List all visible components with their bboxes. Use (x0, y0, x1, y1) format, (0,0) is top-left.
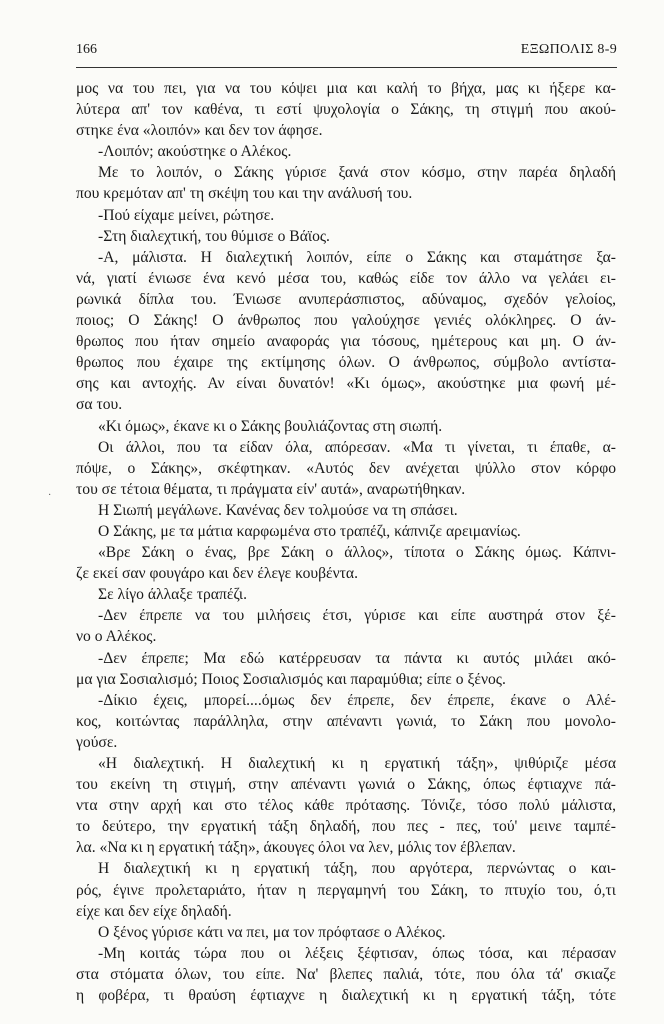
text-line: «Η διαλεχτική. Η διαλεχτική κι η εργατική τάξη», ψιθύριζε μέσα (98, 755, 616, 772)
running-title: ΕΞΩΠΟΛΙΣ 8-9 (520, 42, 617, 57)
text-line: γούσε. (76, 733, 118, 751)
text-line: ντα στην αρχή και στο τέλος κάθε πρότασης. Τόνιζε, τόσο πολύ μάλιστα, (76, 797, 616, 815)
text-line: σης και αντοχής. Αν είναι δυνατόν! «Κι όμως», ακούστηκε μια φωνή μέ- (76, 375, 616, 393)
text-line: -Στη διαλεχτική, του θύμισε ο Βάϊος. (98, 227, 330, 245)
text-line: νά, γιατί ένιωσε ένα κενό μέσα του, καθώς είδε τον άλλο να γελάει ει- (76, 269, 616, 287)
text-line: του εκείνη τη στιγμή, στην απέναντι γωνιά ο Σάκης, όπως έφτιαχνε πά- (76, 776, 616, 794)
text-line: λύτερα απ' τον καθένα, τι εστί ψυχολογία ο Σάκης, τη στιγμή που ακού- (76, 101, 616, 119)
text-line: -Δεν έπρεπε; Μα εδώ κατέρρευσαν τα πάντα κι αυτός μιλάει ακό- (98, 649, 616, 667)
text-line: ποιος; Ο Σάκης! Ο άνθρωπος που γαλούχησε γενιές ολόκληρες. Ο άν- (76, 312, 616, 330)
text-line: το δεύτερο, την εργατική τάξη δηλαδή, που πες - πες, τού' μεινε ταμπέ- (76, 818, 616, 836)
text-line: Η Σιωπή μεγάλωνε. Κανένας δεν τολμούσε να τη σπάσει. (98, 501, 458, 519)
header-rule (76, 67, 617, 68)
text-line: μος να του πει, για να του κόψει μια και καλή το βήχα, μας κι ήξερε κα- (76, 80, 616, 97)
text-line: Οι άλλοι, που τα είδαν όλα, απόρεσαν. «Μα τι γίνεται, τι έπαθε, α- (98, 438, 616, 456)
text-line: -Μη κοιτάς τώρα που οι λέξεις ξέφτισαν, όπως τόσα, και πέρασαν (98, 944, 616, 962)
text-line: λα. «Να κι η εργατική τάξη», άκουγες όλοι να λεν, μόλις τον έβλεπαν. (76, 839, 516, 857)
text-line: η φοβέρα, τι θραύση έφτιαχνε η διαλεχτική κι η εργατική τάξη, τότε (76, 987, 616, 1005)
text-line: σα του. (76, 396, 123, 414)
text-line: που κρεμόταν απ' τη σκέψη του και την ανάλυσή του. (76, 185, 413, 203)
text-line: θρωπος που ήταν σημείο αναφοράς για τόσους, ημέτερους και μη. Ο άν- (76, 333, 616, 351)
text-line: Σε λίγο άλλαξε τραπέζι. (98, 586, 247, 604)
text-line: -Πού είχαμε μείνει, ρώτησε. (98, 206, 275, 224)
text-line: -Α, μάλιστα. Η διαλεχτική λοιπόν, είπε ο Σάκης και σταμάτησε ξα- (98, 248, 616, 266)
text-line: μα για Σοσιαλισμό; Ποιος Σοσιαλισμός και παραμύθια; είπε ο ξένος. (76, 670, 506, 688)
text-line: είχε και δεν είχε δηλαδή. (76, 902, 232, 920)
page-number: 166 (76, 42, 97, 57)
text-line: Ο ξένος γύρισε κάτι να πει, μα τον πρόφτασε ο Αλέκος. (98, 923, 446, 941)
text-line: -Λοιπόν; ακούστηκε ο Αλέκος. (98, 143, 292, 161)
text-line: πόψε, ο Σάκης», σκέφτηκαν. «Αυτός δεν ανέχεται ψύλλο στον κόρφο (76, 459, 616, 477)
text-line: ρός, έγινε προλεταριάτο, ήταν η περγαμηνή του Σάκη, το πτυχίο του, ό,τι (76, 881, 616, 899)
text-line: Η διαλεχτική κι η εργατική τάξη, που αργότερα, περνώντας ο και- (98, 860, 616, 878)
page-header (76, 42, 617, 66)
text-line: στα στόματα όλων, του είπε. Να' βλεπες παλιά, τότε, που όλα τά' σκιαζε (76, 965, 616, 983)
stray-mark: · (48, 490, 52, 501)
text-line: νο ο Αλέκος. (76, 628, 157, 646)
text-line: του σε τέτοια θέματα, τι πράγματα είν' αυτά», αναρωτήθηκαν. (76, 480, 466, 498)
text-line: στηκε ένα «λοιπόν» και δεν τον άφησε. (76, 122, 323, 140)
body-text (76, 78, 616, 1006)
text-line: θρωπος που έχαιρε της εκτίμησης όλων. Ο άνθρωπος, σύμβολο αντίστα- (76, 354, 616, 372)
text-line: -Δίκιο έχεις, μπορεί....όμως δεν έπρεπε, δεν έπρεπε, έκανε ο Αλέ- (98, 691, 616, 709)
text-line: «Βρε Σάκη ο ένας, βρε Σάκη ο άλλος», τίποτα ο Σάκης όμως. Κάπνι- (98, 544, 616, 562)
text-line: ρωνικά δίπλα του. Ένιωσε ανυπεράσπιστος, αδύναμος, σχεδόν γελοίος, (76, 290, 616, 308)
text-line: Ο Σάκης, με τα μάτια καρφωμένα στο τραπέζι, κάπνιζε αρειμανίως. (98, 522, 521, 540)
text-line: -Δεν έπρεπε να του μιλήσεις έτσι, γύρισε και είπε αυστηρά στον ξέ- (98, 607, 616, 625)
text-line: Με το λοιπόν, ο Σάκης γύρισε ξανά στον κόσμο, στην παρέα δηλαδή (98, 164, 616, 182)
text-line: ζε εκεί σαν φουγάρο και δεν έλεγε κουβέντα. (76, 565, 358, 583)
text-line: κος, κοιτώντας παράλληλα, στην απέναντι γωνιά, το Σάκη που μονολο- (76, 712, 616, 730)
text-line: «Κι όμως», έκανε κι ο Σάκης βουλιάζοντας στη σιωπή. (98, 417, 443, 435)
